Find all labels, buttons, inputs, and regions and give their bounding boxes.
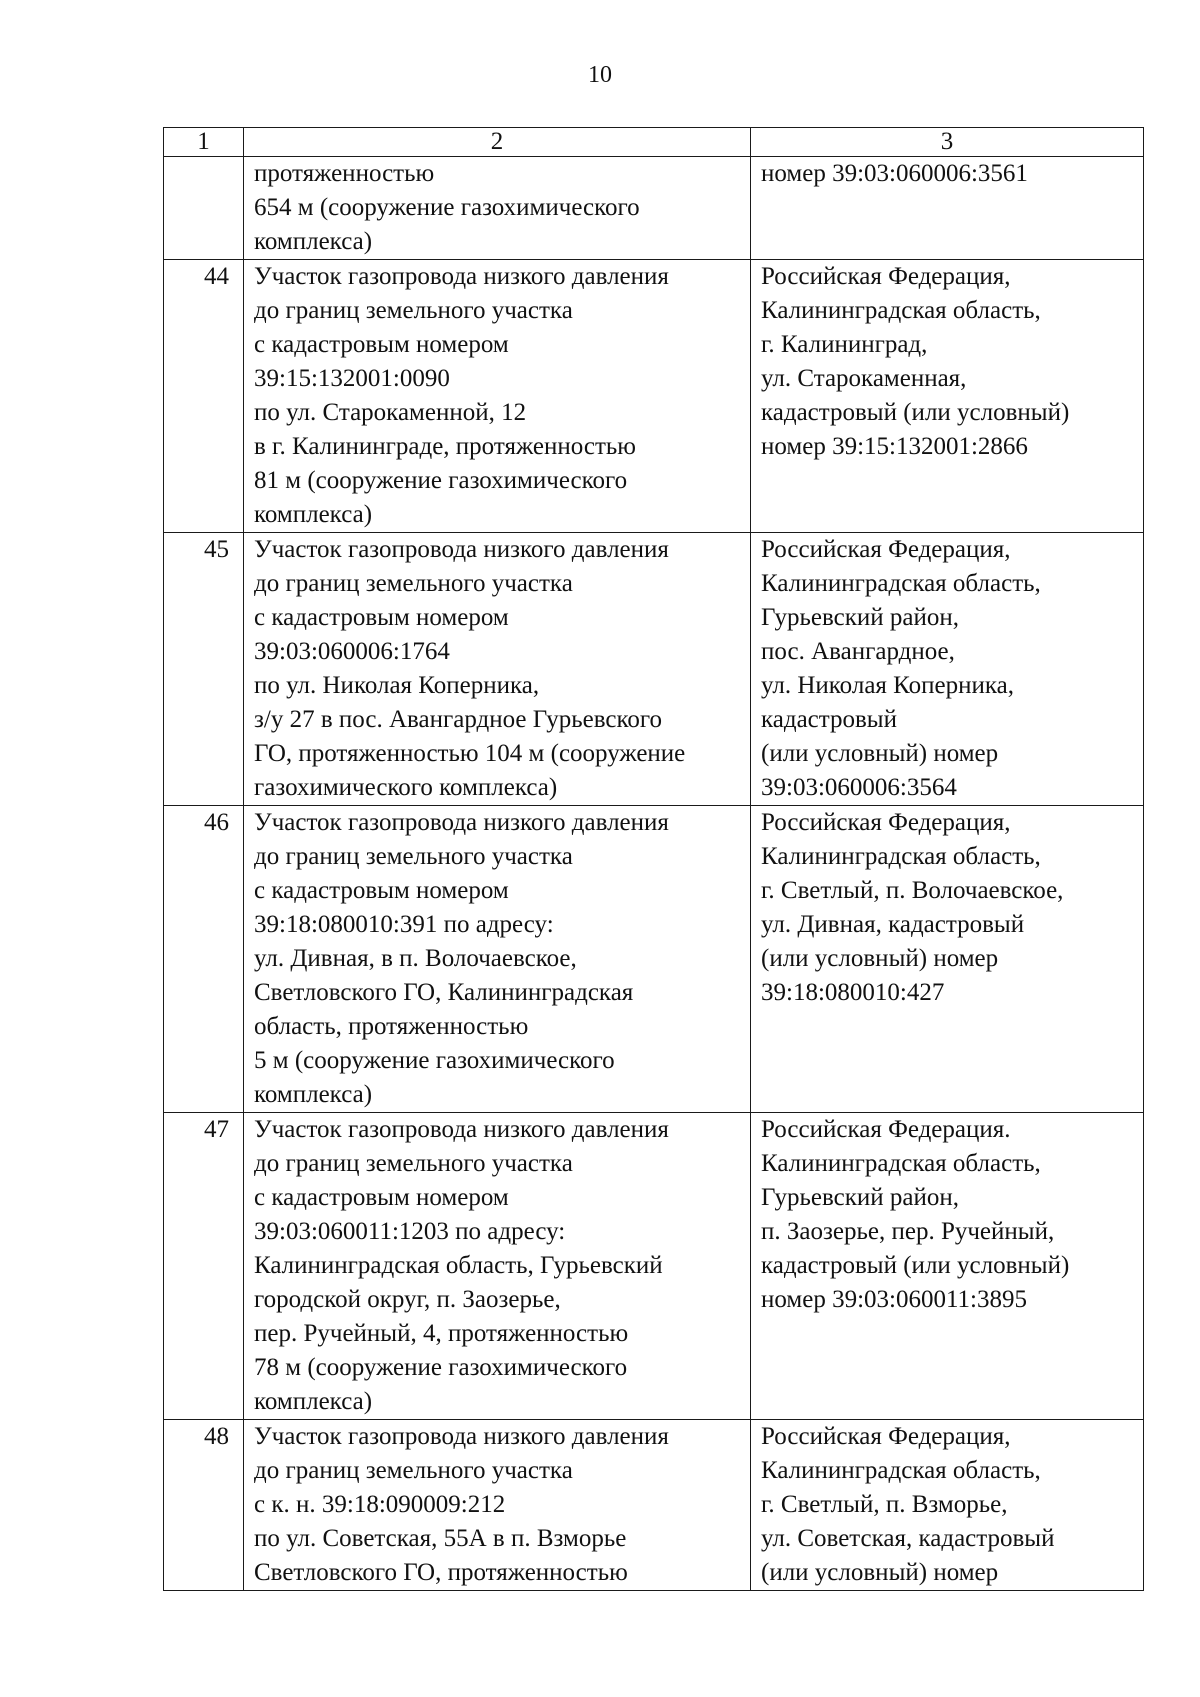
description-line: Участок газопровода низкого давления <box>254 536 669 563</box>
address-line: 39:03:060006:3564 <box>761 774 957 801</box>
address-line: Российская Федерация. <box>761 1116 1011 1143</box>
description-cell <box>244 1113 751 1420</box>
address-line: Калининградская область, <box>761 1457 1041 1484</box>
description-line: до границ земельного участка <box>254 297 573 324</box>
description-line: по ул. Старокаменной, 12 <box>254 399 527 426</box>
table-row <box>164 1420 1144 1591</box>
address-line: п. Заозерье, пер. Ручейный, <box>761 1218 1055 1245</box>
address-line: Российская Федерация, <box>761 536 1011 563</box>
address-line: пос. Авангардное, <box>761 638 955 665</box>
description-line: 39:03:060006:1764 <box>254 638 450 665</box>
description-line: комплекса) <box>254 1081 373 1108</box>
row-number-cell <box>164 157 244 260</box>
address-cell <box>751 260 1144 533</box>
description-cell <box>244 806 751 1113</box>
column-header-address: 3 <box>751 128 1144 157</box>
address-line: кадастровый (или условный) <box>761 399 1070 426</box>
address-line: Калининградская область, <box>761 843 1041 870</box>
address-cell <box>751 157 1144 260</box>
row-number-cell: 44 <box>164 260 244 533</box>
address-line: номер 39:15:132001:2866 <box>761 433 1028 460</box>
description-line: комплекса) <box>254 1388 373 1415</box>
column-header-description: 2 <box>244 128 751 157</box>
table-row <box>164 806 1144 1113</box>
table-row <box>164 1113 1144 1420</box>
address-line: (или условный) номер <box>761 740 999 767</box>
table-header-row <box>164 128 1144 157</box>
address-line: г. Светлый, п. Волочаевское, <box>761 877 1064 904</box>
description-line: 39:18:080010:391 по адресу: <box>254 911 554 938</box>
address-line: кадастровый <box>761 706 897 733</box>
page-number: 10 <box>588 62 612 88</box>
description-line: по ул. Николая Коперника, <box>254 672 540 699</box>
address-line: Гурьевский район, <box>761 1184 960 1211</box>
description-line: комплекса) <box>254 501 373 528</box>
description-cell <box>244 1420 751 1591</box>
address-line: ул. Старокаменная, <box>761 365 967 392</box>
description-line: 39:15:132001:0090 <box>254 365 450 392</box>
address-line: ул. Советская, кадастровый <box>761 1525 1055 1552</box>
address-line: (или условный) номер <box>761 1559 999 1586</box>
description-line: Участок газопровода низкого давления <box>254 809 669 836</box>
description-line: газохимического комплекса) <box>254 774 558 801</box>
row-number-cell: 46 <box>164 806 244 1113</box>
facilities-table <box>163 127 1144 1591</box>
column-header-number: 1 <box>164 128 244 157</box>
description-line: Участок газопровода низкого давления <box>254 1423 669 1450</box>
description-line: до границ земельного участка <box>254 843 573 870</box>
description-line: Участок газопровода низкого давления <box>254 263 669 290</box>
description-line: з/у 27 в пос. Авангардное Гурьевского <box>254 706 663 733</box>
description-line: 654 м (сооружение газохимического <box>254 194 640 221</box>
description-cell <box>244 533 751 806</box>
description-line: область, протяженностью <box>254 1013 529 1040</box>
address-line: Калининградская область, <box>761 570 1041 597</box>
address-line: Калининградская область, <box>761 297 1041 324</box>
description-line: до границ земельного участка <box>254 1457 573 1484</box>
description-line: 5 м (сооружение газохимического <box>254 1047 615 1074</box>
address-line: г. Светлый, п. Взморье, <box>761 1491 1008 1518</box>
description-cell <box>244 260 751 533</box>
description-line: с кадастровым номером <box>254 331 509 358</box>
address-cell <box>751 1113 1144 1420</box>
description-line: ул. Дивная, в п. Волочаевское, <box>254 945 577 972</box>
description-line: с кадастровым номером <box>254 1184 509 1211</box>
row-number-cell: 48 <box>164 1420 244 1591</box>
description-line: с кадастровым номером <box>254 877 509 904</box>
address-line: номер 39:03:060011:3895 <box>761 1286 1027 1313</box>
description-line: до границ земельного участка <box>254 570 573 597</box>
address-line: ул. Николая Коперника, <box>761 672 1014 699</box>
description-line: с к. н. 39:18:090009:212 <box>254 1491 506 1518</box>
description-line: Светловского ГО, протяженностью <box>254 1559 628 1586</box>
table-row <box>164 533 1144 806</box>
description-line: с кадастровым номером <box>254 604 509 631</box>
description-line: до границ земельного участка <box>254 1150 573 1177</box>
row-number-cell: 45 <box>164 533 244 806</box>
address-line: Калининградская область, <box>761 1150 1041 1177</box>
table-row <box>164 260 1144 533</box>
description-line: пер. Ручейный, 4, протяженностью <box>254 1320 629 1347</box>
address-line: Российская Федерация, <box>761 263 1011 290</box>
description-line: 78 м (сооружение газохимического <box>254 1354 628 1381</box>
description-line: Калининградская область, Гурьевский <box>254 1252 663 1279</box>
table-row <box>164 157 1144 260</box>
row-number-cell: 47 <box>164 1113 244 1420</box>
address-cell <box>751 806 1144 1113</box>
address-cell <box>751 1420 1144 1591</box>
address-line: Российская Федерация, <box>761 1423 1011 1450</box>
description-line: Участок газопровода низкого давления <box>254 1116 669 1143</box>
address-line: номер 39:03:060006:3561 <box>761 160 1028 187</box>
address-line: 39:18:080010:427 <box>761 979 945 1006</box>
description-line: ГО, протяженностью 104 м (сооружение <box>254 740 686 767</box>
address-line: кадастровый (или условный) <box>761 1252 1070 1279</box>
description-cell <box>244 157 751 260</box>
address-line: Российская Федерация, <box>761 809 1011 836</box>
description-line: 39:03:060011:1203 по адресу: <box>254 1218 566 1245</box>
description-line: в г. Калининграде, протяженностью <box>254 433 636 460</box>
address-line: ул. Дивная, кадастровый <box>761 911 1025 938</box>
address-line: г. Калининград, <box>761 331 928 358</box>
description-line: по ул. Советская, 55А в п. Взморье <box>254 1525 627 1552</box>
description-line: протяженностью <box>254 160 435 187</box>
description-line: Светловского ГО, Калининградская <box>254 979 634 1006</box>
description-line: 81 м (сооружение газохимического <box>254 467 628 494</box>
address-line: Гурьевский район, <box>761 604 960 631</box>
address-line: (или условный) номер <box>761 945 999 972</box>
description-line: городской округ, п. Заозерье, <box>254 1286 561 1313</box>
address-cell <box>751 533 1144 806</box>
description-line: комплекса) <box>254 228 373 255</box>
